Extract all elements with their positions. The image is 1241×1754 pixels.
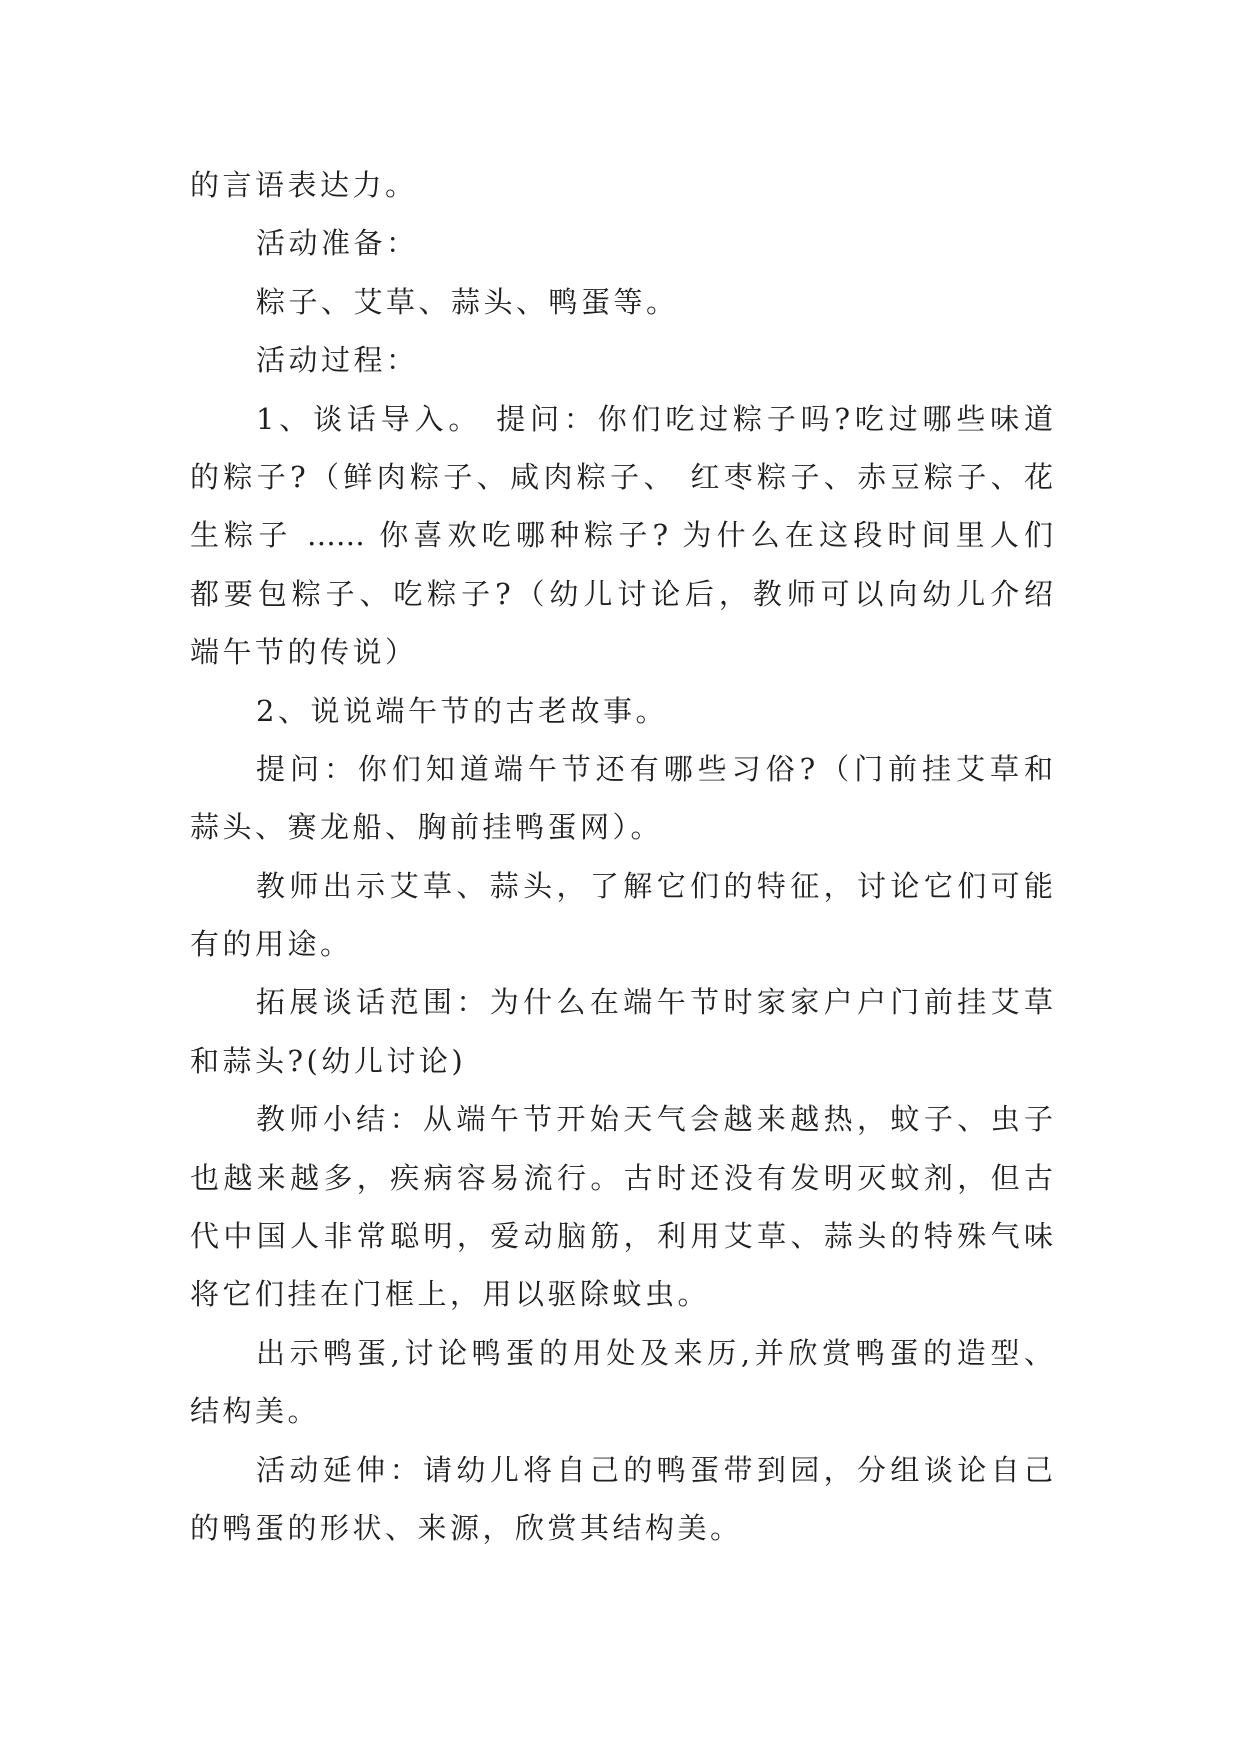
paragraph-line: 结构美。	[190, 1394, 321, 1429]
section-heading-preparation: 活动准备：	[256, 226, 419, 261]
paragraph-line: 提问：你们知道端午节还有哪些习俗?（门前挂艾草和	[256, 751, 1053, 786]
paragraph-line: 拓展谈话范围：为什么在端午节时家家户户门前挂艾草	[256, 985, 1053, 1020]
paragraph	[190, 214, 1053, 272]
paragraph	[190, 1324, 1053, 1441]
paragraph	[190, 273, 1053, 331]
paragraph	[190, 331, 1053, 389]
paragraph	[190, 973, 1053, 1090]
paragraph-line: 端午节的传说）	[190, 635, 418, 670]
paragraph	[190, 740, 1053, 857]
paragraph	[190, 857, 1053, 974]
paragraph-line: 生粽子 …… 你喜欢吃哪种粽子? 为什么在这段时间里人们	[190, 518, 1053, 553]
paragraph-line: 出示鸭蛋,讨论鸭蛋的用处及来历,并欣赏鸭蛋的造型、	[256, 1335, 1053, 1370]
document-body	[190, 156, 1053, 1557]
paragraph	[190, 390, 1053, 682]
section-heading-process: 活动过程：	[256, 343, 419, 378]
paragraph-line: 都要包粽子、吃粽子?（幼儿讨论后，教师可以向幼儿介绍	[190, 576, 1053, 611]
paragraph-line: 2、说说端午节的古老故事。	[256, 693, 668, 728]
paragraph-line: 粽子、艾草、蒜头、鸭蛋等。	[256, 284, 679, 319]
paragraph-line: 的粽子?（鲜肉粽子、咸肉粽子、 红枣粽子、赤豆粽子、花	[190, 459, 1053, 494]
paragraph	[190, 682, 1053, 740]
paragraph-line: 代中国人非常聪明，爱动脑筋，利用艾草、蒜头的特殊气味	[190, 1219, 1053, 1254]
paragraph-line: 有的用途。	[190, 927, 353, 962]
paragraph	[190, 1090, 1053, 1324]
paragraph-line: 蒜头、赛龙船、胸前挂鸭蛋网）。	[190, 810, 664, 845]
paragraph-line: 也越来越多，疾病容易流行。古时还没有发明灭蚊剂，但古	[190, 1160, 1053, 1195]
paragraph-line: 将它们挂在门框上，用以驱除蚊虫。	[190, 1277, 711, 1312]
paragraph-line: 活动延伸：请幼儿将自己的鸭蛋带到园，分组谈论自己	[256, 1452, 1053, 1487]
paragraph	[190, 1441, 1053, 1558]
paragraph-line: 1、谈话导入。 提问：你们吃过粽子吗?吃过哪些味道	[256, 401, 1053, 436]
paragraph-line: 和蒜头?(幼儿讨论)	[190, 1043, 467, 1078]
paragraph-line: 教师小结：从端午节开始天气会越来越热，蚊子、虫子	[256, 1102, 1053, 1137]
paragraph-line: 的言语表达力。	[190, 168, 418, 202]
paragraph-line: 的鸭蛋的形状、来源，欣赏其结构美。	[190, 1510, 743, 1545]
paragraph-line: 教师出示艾草、蒜头，了解它们的特征，讨论它们可能	[256, 868, 1053, 903]
paragraph	[190, 156, 1053, 214]
